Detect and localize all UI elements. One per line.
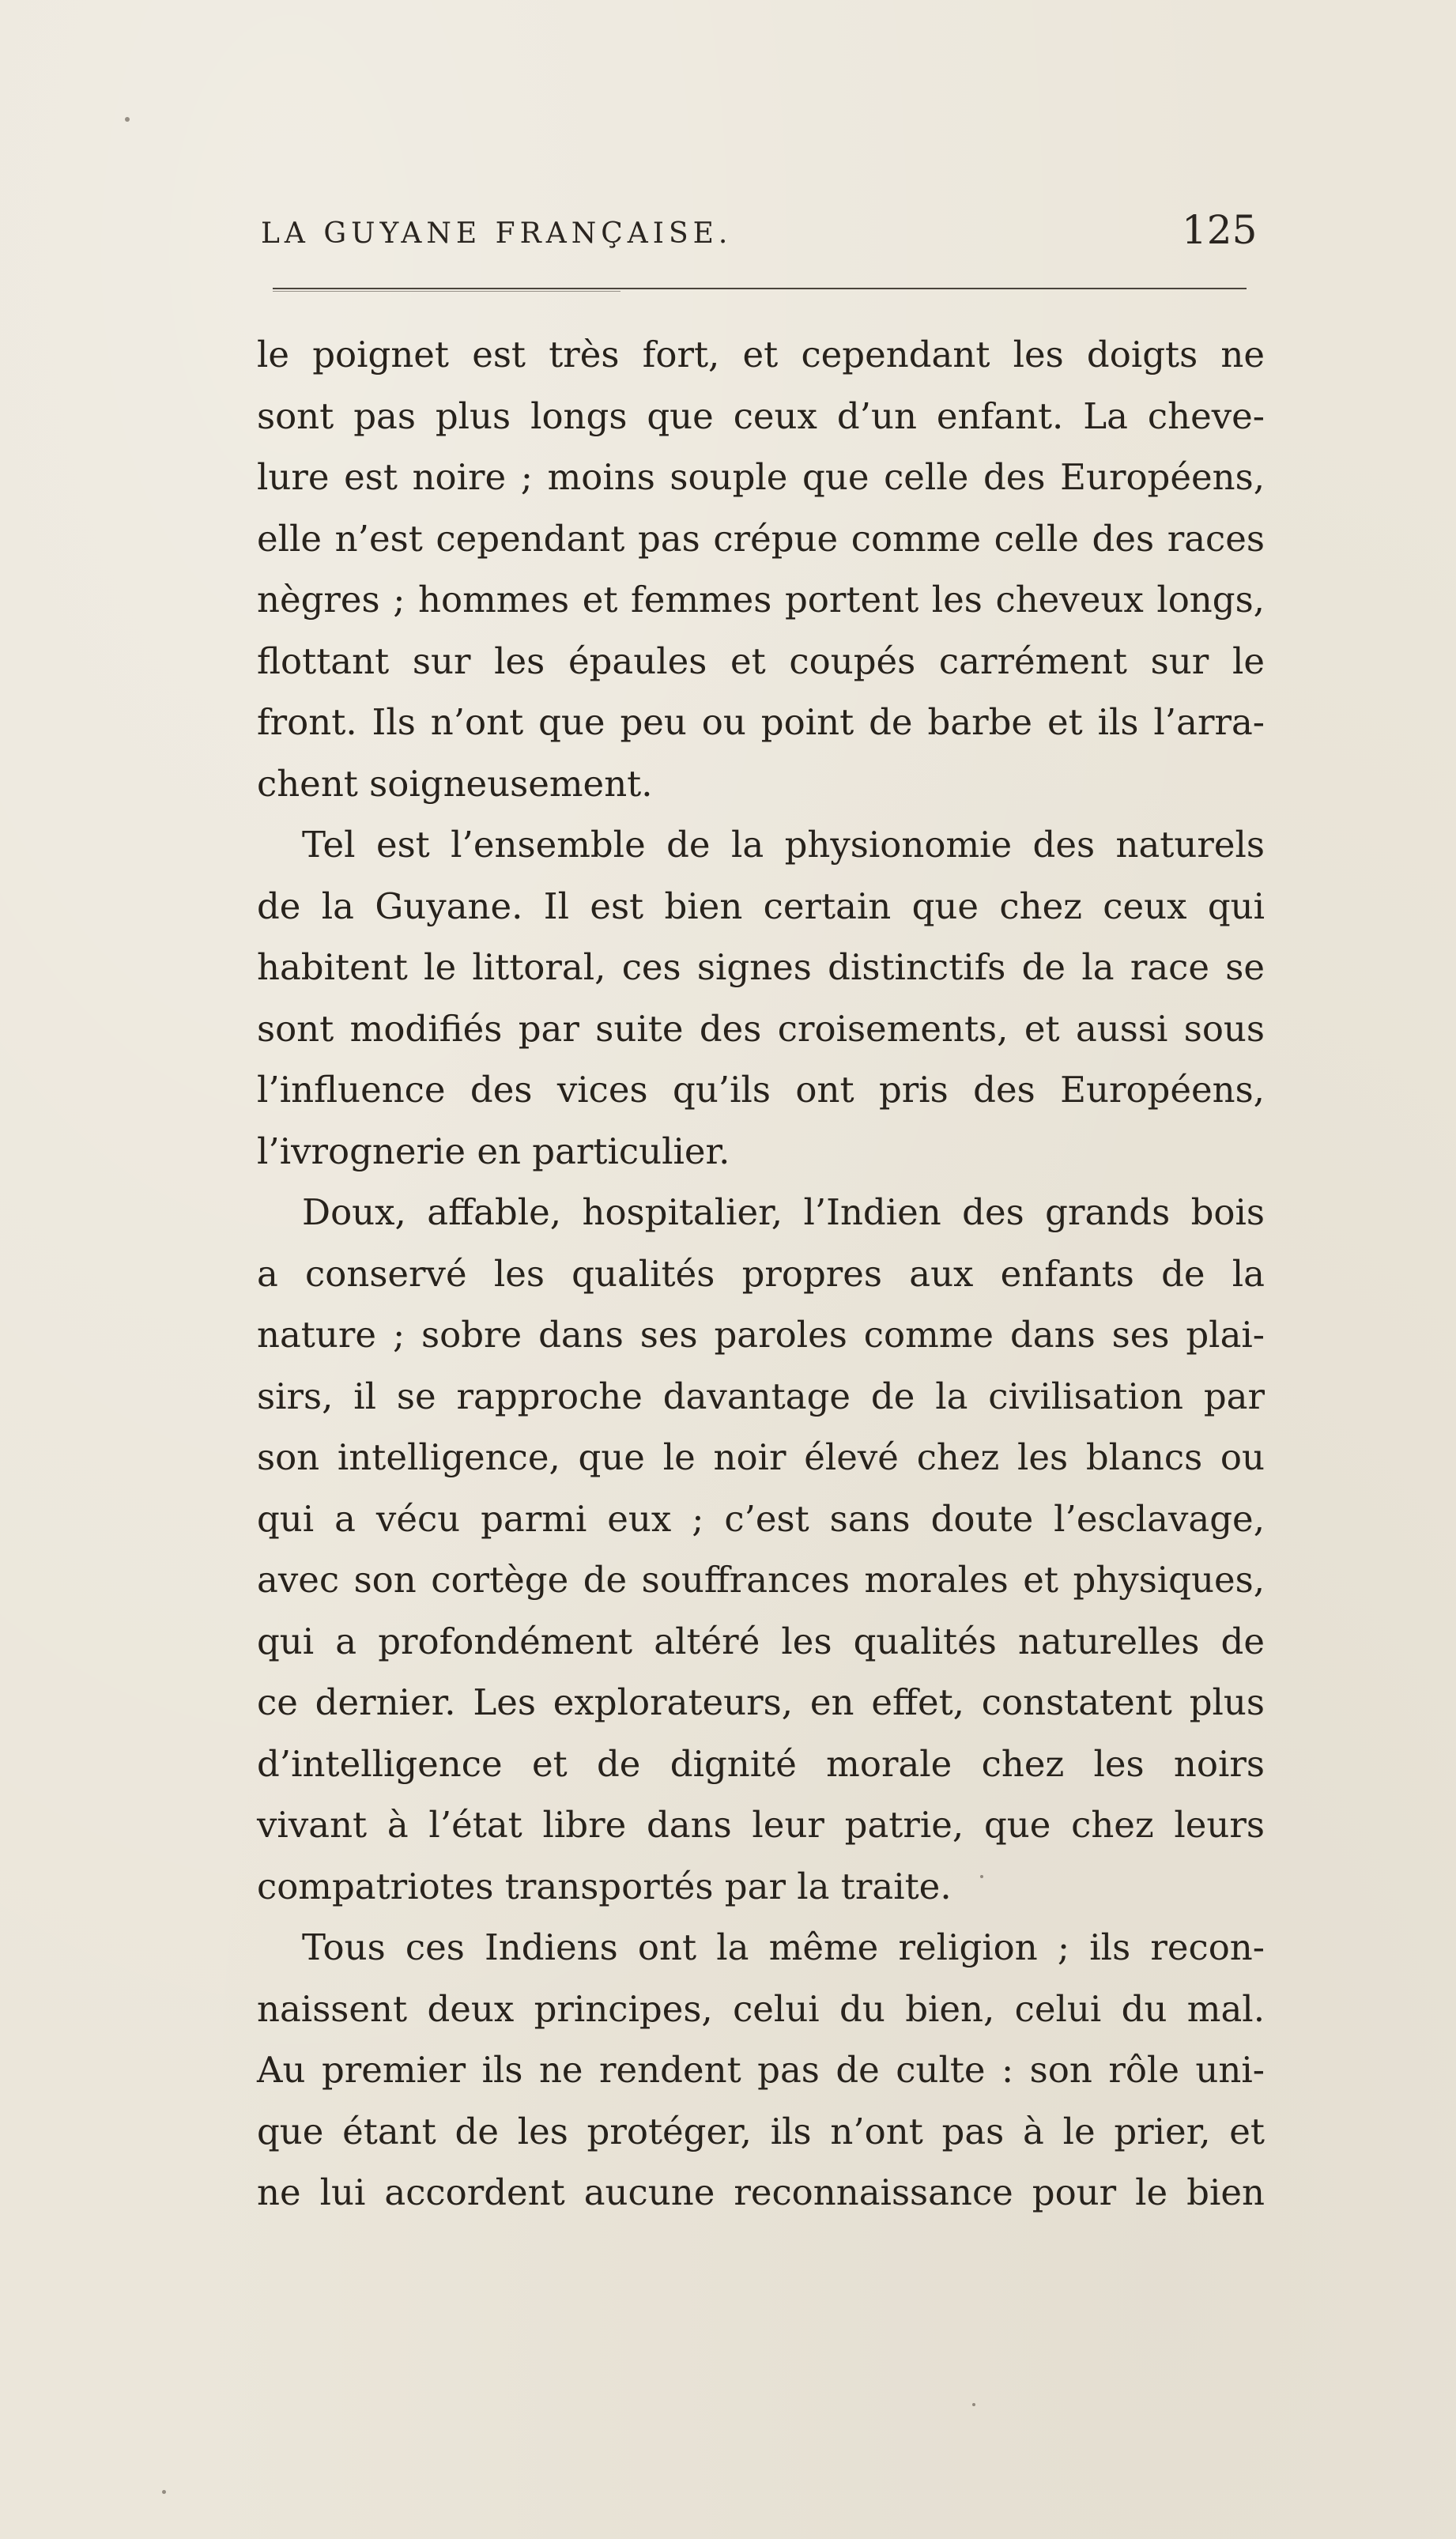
- text-line: ce dernier. Les explorateurs, en effet, constatent plus: [257, 1681, 1265, 1723]
- text-line: son intelligence, que le noir élevé chez les blancs ou: [257, 1436, 1265, 1478]
- text-line-paragraph-end: chent soigneusement.: [257, 762, 653, 805]
- header-rule: [273, 288, 1247, 289]
- text-line: vivant à l’état libre dans leur patrie, que chez leurs: [257, 1804, 1265, 1846]
- text-line: l’influence des vices qu’ils ont pris des Européens,: [257, 1069, 1265, 1111]
- header-rule-faint: [273, 291, 620, 292]
- text-line: a conservé les qualités propres aux enfants de la: [257, 1252, 1265, 1295]
- text-line: avec son cortège de souffrances morales et physiques,: [257, 1559, 1265, 1601]
- text-line: nature ; sobre dans ses paroles comme dans ses plai-: [257, 1314, 1265, 1356]
- paper-speck: [125, 117, 130, 122]
- text-line: elle n’est cependant pas crépue comme celle des races: [257, 517, 1265, 560]
- text-line: naissent deux principes, celui du bien, celui du mal.: [257, 1987, 1265, 2030]
- paper-speck: [980, 1875, 983, 1878]
- text-line: sont pas plus longs que ceux d’un enfant. La cheve-: [257, 394, 1265, 437]
- text-line-paragraph-end: compatriotes transportés par la traite.: [257, 1865, 952, 1907]
- text-line-paragraph-start: Tel est l’ensemble de la physionomie des naturels: [302, 824, 1265, 866]
- text-line: d’intelligence et de dignité morale chez les noirs: [257, 1742, 1265, 1785]
- paper-speck: [162, 2490, 166, 2494]
- text-line-paragraph-start: Doux, affable, hospitalier, l’Indien des grands bois: [302, 1191, 1265, 1233]
- text-line: nègres ; hommes et femmes portent les cheveux longs,: [257, 579, 1265, 621]
- paper-speck: [972, 2403, 975, 2406]
- text-line: ne lui accordent aucune reconnaissance pour le bien: [257, 2171, 1265, 2213]
- text-line: qui a vécu parmi eux ; c’est sans doute l’esclavage,: [257, 1497, 1265, 1540]
- text-line: flottant sur les épaules et coupés carrément sur le: [257, 639, 1265, 682]
- text-line: qui a profondément altéré les qualités naturelles de: [257, 1620, 1265, 1662]
- text-line: habitent le littoral, ces signes distinctifs de la race se: [257, 946, 1265, 988]
- text-line-paragraph-end: l’ivrognerie en particulier.: [257, 1130, 730, 1172]
- text-line: Au premier ils ne rendent pas de culte : son rôle uni-: [257, 2049, 1265, 2091]
- body-text: [257, 324, 1265, 2224]
- text-line: que étant de les protéger, ils n’ont pas à le prier, et: [257, 2110, 1265, 2152]
- text-line: sirs, il se rapproche davantage de la civilisation par: [257, 1375, 1265, 1417]
- text-line-paragraph-start: Tous ces Indiens ont la même religion ; ils recon-: [302, 1926, 1265, 1968]
- text-line: de la Guyane. Il est bien certain que chez ceux qui: [257, 885, 1265, 927]
- text-line: lure est noire ; moins souple que celle des Européens,: [257, 456, 1265, 498]
- running-title: LA GUYANE FRANÇAISE.: [261, 217, 733, 250]
- text-line: le poignet est très fort, et cependant les doigts ne: [257, 334, 1265, 375]
- text-line: sont modifiés par suite des croisements, et aussi sous: [257, 1007, 1265, 1050]
- page-number: 125: [1182, 207, 1258, 253]
- text-line: front. Ils n’ont que peu ou point de barbe et ils l’arra-: [257, 701, 1265, 743]
